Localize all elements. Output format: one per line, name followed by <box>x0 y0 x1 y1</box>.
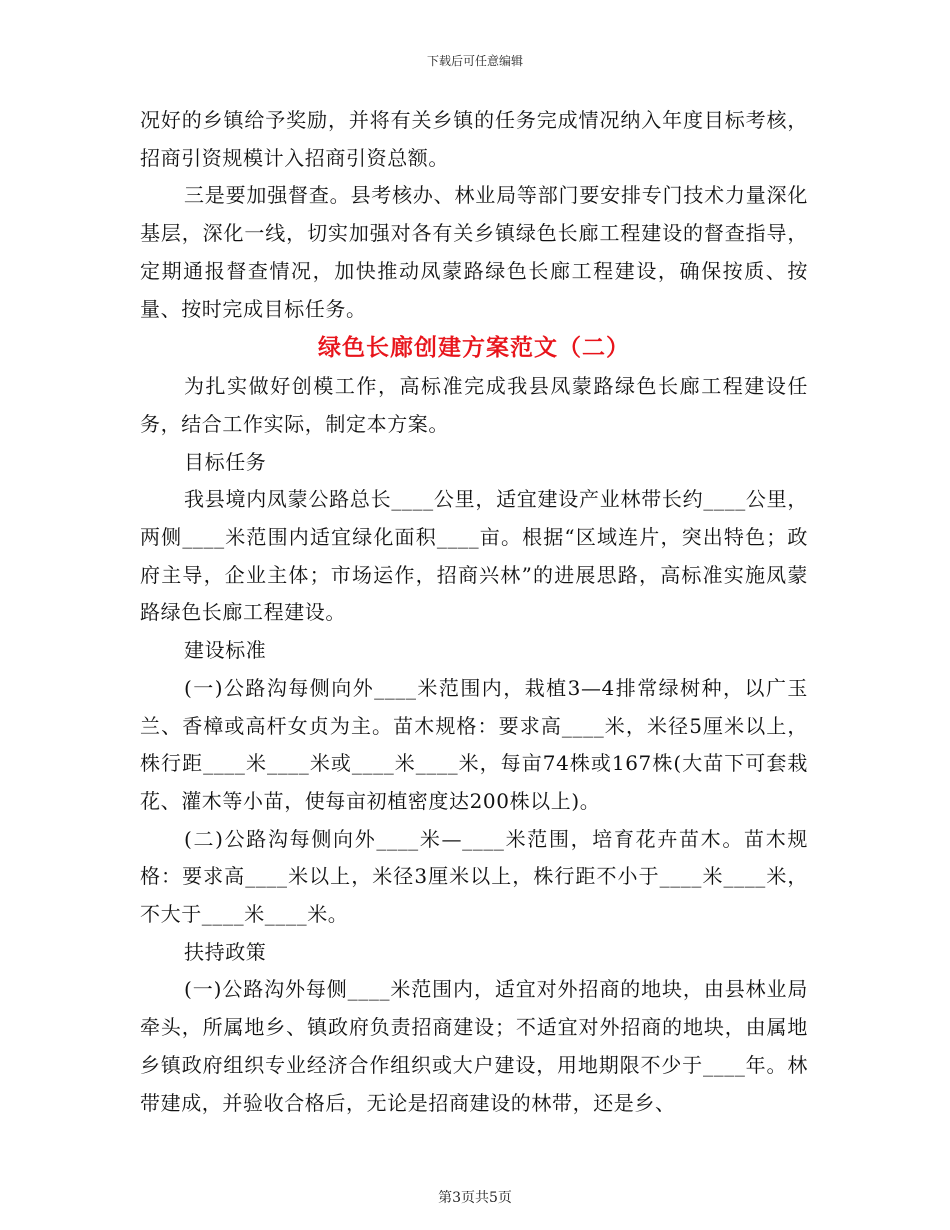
section-title: 绿色长廊创建方案范文（二） <box>318 334 630 362</box>
paragraph-standard-1: (一)公路沟每侧向外____米范围内，栽植3—4排常绿树种，以广玉兰、香樟或高杆女贞为主。苗木规格：要求高____米，米径5厘米以上，株行距____米____米或____米____米，每亩74株或167株(大苗下可套栽花、灌木等小苗，使每亩初植密度达200株以上)。 <box>140 675 808 813</box>
document-body <box>140 102 808 1122</box>
paragraph-standard-2: (二)公路沟每侧向外____米—____米范围，培育花卉苗木。苗木规格：要求高____米以上，米径3厘米以上，株行距不小于____米____米，不大于____米____米。 <box>140 826 808 927</box>
paragraph-supervision: 三是要加强督查。县考核办、林业局等部门要安排专门技术力量深化基层，深化一线，切实加强对各有关乡镇绿色长廊工程建设的督查指导，定期通报督查情况，加快推动凤蒙路绿色长廊工程建设，确保按质、按量、按时完成目标任务。 <box>140 183 808 321</box>
paragraph-continuation: 况好的乡镇给予奖励，并将有关乡镇的任务完成情况纳入年度目标考核，招商引资规模计入招商引资总额。 <box>140 108 808 170</box>
page-header: 下载后可任意编辑 <box>426 54 523 68</box>
paragraph-policy-1: (一)公路沟外每侧____米范围内，适宜对外招商的地块，由县林业局牵头，所属地乡、镇政府负责招商建设；不适宜对外招商的地块，由属地乡镇政府组织专业经济合作组织或大户建设，用地期限不少于____年。林带建成，并验收合格后，无论是招商建设的林带，还是乡、 <box>140 977 808 1115</box>
heading-goals: 目标任务 <box>184 449 267 474</box>
page-footer: 第3页共5页 <box>438 1190 512 1206</box>
paragraph-goals: 我县境内凤蒙公路总长____公里，适宜建设产业林带长约____公里，两侧____米范围内适宜绿化面积____亩。根据“区域连片，突出特色；政府主导，企业主体；市场运作，招商兴林”的进展思路，高标准实施凤蒙路绿色长廊工程建设。 <box>140 487 808 625</box>
heading-standards: 建设标准 <box>184 638 267 663</box>
heading-policy: 扶持政策 <box>184 939 267 964</box>
paragraph-intro: 为扎实做好创模工作，高标准完成我县凤蒙路绿色长廊工程建设任务，结合工作实际，制定本方案。 <box>140 374 808 436</box>
